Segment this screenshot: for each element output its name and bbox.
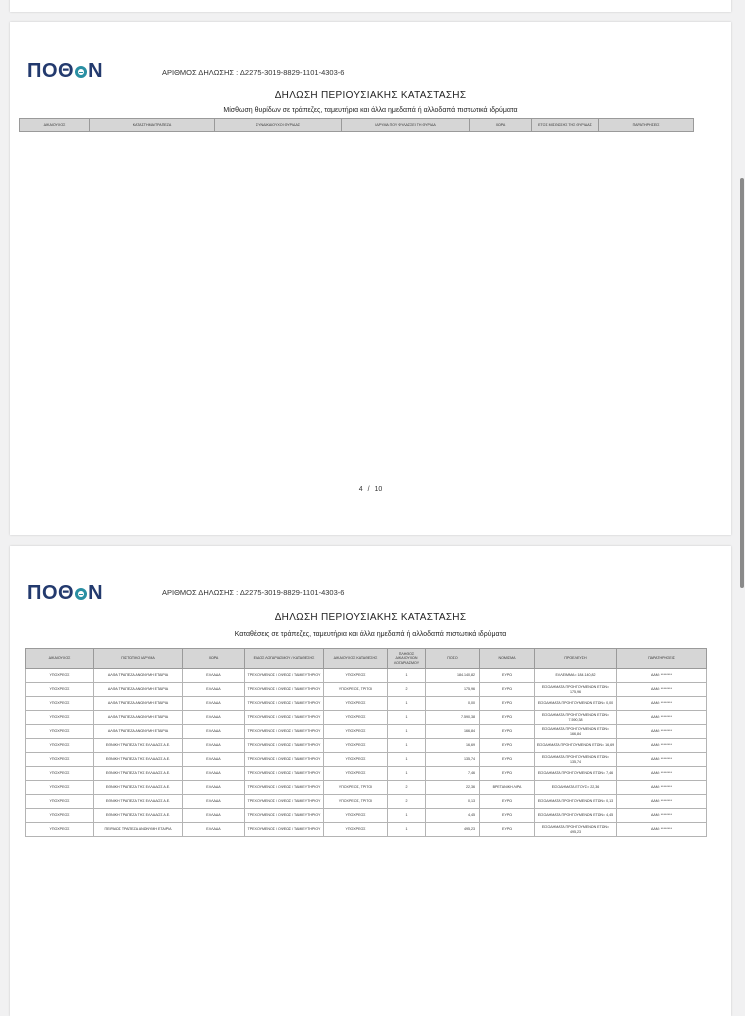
table-cell: ΥΠΟΧΡΕΟΣ [324, 809, 388, 823]
table-cell: ΤΡΕΧΟΥΜΕΝΟΣ / ΟΨΕΩΣ / ΤΑΜΙΕΥΤΗΡΙΟΥ [245, 809, 324, 823]
table-cell: 1 [388, 739, 426, 753]
table-cell: 175,96 [426, 683, 480, 697]
table-cell: ΥΠΟΧΡΕΟΣ [324, 697, 388, 711]
table-cell: ΥΠΟΧΡΕΟΣ [26, 781, 94, 795]
table-row [26, 683, 707, 697]
table-cell: 1 [388, 697, 426, 711]
table-cell: ΑΑΜ: ******** [617, 669, 707, 683]
table-cell: 1 [388, 753, 426, 767]
table-cell: ΤΡΕΧΟΥΜΕΝΟΣ / ΟΨΕΩΣ / ΤΑΜΙΕΥΤΗΡΙΟΥ [245, 725, 324, 739]
table-cell: ΤΡΕΧΟΥΜΕΝΟΣ / ΟΨΕΩΣ / ΤΑΜΙΕΥΤΗΡΙΟΥ [245, 767, 324, 781]
table-cell: ΑΑΜ: ******** [617, 823, 707, 837]
table-cell: ΥΠΟΧΡΕΟΣ, ΤΡΙΤΟΙ [324, 683, 388, 697]
table-cell: 2 [388, 781, 426, 795]
table-row [26, 697, 707, 711]
table-cell: ΕΥΡΩ [480, 683, 535, 697]
column-header: ΠΟΣΟ [426, 649, 480, 669]
table-cell: ΤΡΕΧΟΥΜΕΝΟΣ / ΟΨΕΩΣ / ΤΑΜΙΕΥΤΗΡΙΟΥ [245, 795, 324, 809]
table-cell: ΕΙΣΟΔΗΜΑΤΑ ΠΡΟΗΓΟΥΜΕΝΩΝ ΕΤΩΝ= 16,69 [535, 739, 617, 753]
column-header: ΧΩΡΑ [470, 119, 532, 132]
table-cell: ΥΠΟΧΡΕΟΣ [324, 725, 388, 739]
table-cell: 1 [388, 767, 426, 781]
table-cell: ΕΛΛΑΔΑ [183, 781, 245, 795]
table-cell: ΕΥΡΩ [480, 725, 535, 739]
table-cell: ΕΙΣΟΔΗΜΑΤΑ ΠΡΟΗΓΟΥΜΕΝΩΝ ΕΤΩΝ= 4,45 [535, 809, 617, 823]
table-cell: 1 [388, 809, 426, 823]
table-cell: ΥΠΟΧΡΕΟΣ [324, 739, 388, 753]
table-cell: ΥΠΟΧΡΕΟΣ [26, 823, 94, 837]
table-cell: ΑΑΜ: ******** [617, 753, 707, 767]
table-cell: ΕΙΣΟΔΗΜΑΤΑ ΠΡΟΗΓΟΥΜΕΝΩΝ ΕΤΩΝ= 0,13 [535, 795, 617, 809]
column-header: ΕΤΟΣ ΜΙΣΘΩΣΗΣ ΤΗΣ ΘΥΡΙΔΑΣ [532, 119, 599, 132]
table-cell: ΕΙΣΟΔΗΜΑΤΑ ΠΡΟΗΓΟΥΜΕΝΩΝ ΕΤΩΝ= 7,46 [535, 767, 617, 781]
table-row [26, 823, 707, 837]
table-cell: ΕΘΝΙΚΗ ΤΡΑΠΕΖΑ ΤΗΣ ΕΛΛΑΔΟΣ Α.Ε. [94, 767, 183, 781]
page-title: ΔΗΛΩΣΗ ΠΕΡΙΟΥΣΙΑΚΗΣ ΚΑΤΑΣΤΑΣΗΣ [274, 90, 467, 101]
table-row [26, 795, 707, 809]
table-cell: ΤΡΕΧΟΥΜΕΝΟΣ / ΟΨΕΩΣ / ΤΑΜΙΕΥΤΗΡΙΟΥ [245, 697, 324, 711]
table-cell: ΥΠΟΧΡΕΟΣ [26, 697, 94, 711]
table-cell: 0,13 [426, 795, 480, 809]
table-row [26, 767, 707, 781]
table-cell: ΕΥΡΩ [480, 697, 535, 711]
table-cell: ΕΛΛΑΔΑ [183, 739, 245, 753]
table-cell: ΕΛΛΑΔΑ [183, 683, 245, 697]
column-header: ΕΙΔΟΣ ΛΟΓΑΡΙΑΣΜΟΥ / ΚΑΤΑΘΕΣΗΣ [245, 649, 324, 669]
table-cell: ΕΙΣΟΔΗΜΑΤΑ ΠΡΟΗΓΟΥΜΕΝΩΝ ΕΤΩΝ= 135,74 [535, 753, 617, 767]
table-cell: 2 [388, 683, 426, 697]
table-cell: ΑΑΜ: ******** [617, 683, 707, 697]
table-cell: ΕΛΛΑΔΑ [183, 753, 245, 767]
table-cell: 135,74 [426, 753, 480, 767]
table-cell: ΕΙΣΟΔΗΜΑΤΑ ΠΡΟΗΓΟΥΜΕΝΩΝ ΕΤΩΝ= 175,96 [535, 683, 617, 697]
table-cell: ΥΠΟΧΡΕΟΣ [26, 725, 94, 739]
table-cell: 0,00 [426, 697, 480, 711]
table-cell: ΥΠΟΧΡΕΟΣ [26, 683, 94, 697]
page-title: ΔΗΛΩΣΗ ΠΕΡΙΟΥΣΙΑΚΗΣ ΚΑΤΑΣΤΑΣΗΣ [274, 612, 467, 623]
table-cell: ΕΥΡΩ [480, 739, 535, 753]
table-cell: ΑΑΜ: ******** [617, 809, 707, 823]
table-cell: ΑΛΦΑ ΤΡΑΠΕΖΑ ΑΝΩΝΥΜΗ ΕΤΑΙΡΙΑ [94, 669, 183, 683]
table-cell: ΕΙΣΟΔΗΜΑΤΑ ΕΤΟΥΣ= 22,36 [535, 781, 617, 795]
table-cell: ΥΠΟΧΡΕΟΣ [26, 809, 94, 823]
table-cell: ΤΡΕΧΟΥΜΕΝΟΣ / ΟΨΕΩΣ / ΤΑΜΙΕΥΤΗΡΙΟΥ [245, 739, 324, 753]
declaration-number: ΑΡΙΘΜΟΣ ΔΗΛΩΣΗΣ : Δ2275-3019-8829-1101-4303-6 [162, 588, 345, 597]
table-row [26, 725, 707, 739]
safe-deposit-boxes-table [19, 118, 694, 132]
table-cell: ΕΛΛΑΔΑ [183, 767, 245, 781]
table-cell: ΕΘΝΙΚΗ ΤΡΑΠΕΖΑ ΤΗΣ ΕΛΛΑΔΟΣ Α.Ε. [94, 739, 183, 753]
table-cell: ΑΑΜ: ******** [617, 781, 707, 795]
table-cell: ΕΙΣΟΔΗΜΑΤΑ ΠΡΟΗΓΟΥΜΕΝΩΝ ΕΤΩΝ= 7.590,38 [535, 711, 617, 725]
table-cell: ΤΡΕΧΟΥΜΕΝΟΣ / ΟΨΕΩΣ / ΤΑΜΙΕΥΤΗΡΙΟΥ [245, 669, 324, 683]
table-header-row [26, 649, 707, 669]
table-row [26, 753, 707, 767]
column-header: ΔΙΚΑΙΟΥΧΟΣ [20, 119, 90, 132]
table-cell: ΤΡΕΧΟΥΜΕΝΟΣ / ΟΨΕΩΣ / ΤΑΜΙΕΥΤΗΡΙΟΥ [245, 753, 324, 767]
table-cell: ΥΠΟΧΡΕΟΣ [324, 669, 388, 683]
table-cell: ΑΑΜ: ******** [617, 711, 707, 725]
table-cell: ΕΘΝΙΚΗ ΤΡΑΠΕΖΑ ΤΗΣ ΕΛΛΑΔΟΣ Α.Ε. [94, 795, 183, 809]
table-cell: ΕΛΛΑΔΑ [183, 711, 245, 725]
logo-ring-icon [75, 66, 87, 78]
table-cell: ΕΘΝΙΚΗ ΤΡΑΠΕΖΑ ΤΗΣ ΕΛΛΑΔΟΣ Α.Ε. [94, 809, 183, 823]
table-cell: ΕΥΡΩ [480, 711, 535, 725]
table-cell: ΥΠΟΧΡΕΟΣ [324, 753, 388, 767]
previous-page-bottom [10, 0, 731, 12]
table-cell: 1 [388, 823, 426, 837]
column-header: ΠΙΣΤΩΤΙΚΟ ΙΔΡΥΜΑ [94, 649, 183, 669]
table-row [26, 781, 707, 795]
column-header: ΣΥΝΔΙΚΑΙΟΥΧΟΙ ΘΥΡΙΔΑΣ [215, 119, 342, 132]
column-header: ΔΙΚΑΙΟΥΧΟΣ ΚΑΤΑΘΕΣΗΣ [324, 649, 388, 669]
table-row [26, 809, 707, 823]
column-header: ΠΑΡΑΤΗΡΗΣΕΙΣ [599, 119, 694, 132]
table-cell: 1 [388, 711, 426, 725]
logo-ring-icon [75, 588, 87, 600]
vertical-scrollbar[interactable] [739, 0, 745, 1000]
table-cell: ΑΑΜ: ******** [617, 739, 707, 753]
scrollbar-thumb[interactable] [740, 178, 744, 588]
column-header: ΝΟΜΙΣΜΑ [480, 649, 535, 669]
table-cell: 4,45 [426, 809, 480, 823]
table-cell: ΤΡΕΧΟΥΜΕΝΟΣ / ΟΨΕΩΣ / ΤΑΜΙΕΥΤΗΡΙΟΥ [245, 823, 324, 837]
table-cell: ΑΛΦΑ ΤΡΑΠΕΖΑ ΑΝΩΝΥΜΗ ΕΤΑΙΡΙΑ [94, 711, 183, 725]
table-cell: ΥΠΟΧΡΕΟΣ [26, 739, 94, 753]
table-header-row [20, 119, 694, 132]
deposits-table [25, 648, 707, 837]
declaration-number: ΑΡΙΘΜΟΣ ΔΗΛΩΣΗΣ : Δ2275-3019-8829-1101-4303-6 [162, 68, 345, 77]
table-cell: ΥΠΟΧΡΕΟΣ [324, 823, 388, 837]
table-cell: ΕΘΝΙΚΗ ΤΡΑΠΕΖΑ ΤΗΣ ΕΛΛΑΔΟΣ Α.Ε. [94, 753, 183, 767]
section-subtitle: Μίσθωση θυρίδων σε τράπεζες, ταμευτήρια και άλλα ημεδαπά ή αλλοδαπά πιστωτικά ιδρύματα [223, 107, 518, 114]
document-page-4 [10, 22, 731, 535]
table-cell: ΤΡΕΧΟΥΜΕΝΟΣ / ΟΨΕΩΣ / ΤΑΜΙΕΥΤΗΡΙΟΥ [245, 781, 324, 795]
document-page-5 [10, 546, 731, 1016]
pothen-logo: ΠΟΘ Ν [27, 582, 104, 604]
table-cell: 166,84 [426, 725, 480, 739]
table-cell: ΕΥΡΩ [480, 823, 535, 837]
table-cell: ΕΥΡΩ [480, 669, 535, 683]
table-cell: ΑΑΜ: ******** [617, 795, 707, 809]
table-cell: ΤΡΕΧΟΥΜΕΝΟΣ / ΟΨΕΩΣ / ΤΑΜΙΕΥΤΗΡΙΟΥ [245, 683, 324, 697]
table-cell: 1 [388, 669, 426, 683]
table-cell: 16,69 [426, 739, 480, 753]
column-header: ΠΑΡΑΤΗΡΗΣΕΙΣ [617, 649, 707, 669]
column-header: ΚΑΤΑΣΤΗΜΑ/ΤΡΑΠΕΖΑ [90, 119, 215, 132]
table-cell: ΕΥΡΩ [480, 809, 535, 823]
table-cell: ΕΛΛΑΔΑ [183, 823, 245, 837]
table-cell: ΕΥΡΩ [480, 753, 535, 767]
table-row [26, 669, 707, 683]
table-cell: ΕΛΛΕΙΜΜΑ= 184.140,82 [535, 669, 617, 683]
table-cell: ΥΠΟΧΡΕΟΣ [324, 767, 388, 781]
table-cell: ΑΑΜ: ******** [617, 725, 707, 739]
table-cell: ΥΠΟΧΡΕΟΣ, ΤΡΙΤΟΙ [324, 781, 388, 795]
table-cell: ΑΛΦΑ ΤΡΑΠΕΖΑ ΑΝΩΝΥΜΗ ΕΤΑΙΡΙΑ [94, 697, 183, 711]
table-cell: ΕΙΣΟΔΗΜΑΤΑ ΠΡΟΗΓΟΥΜΕΝΩΝ ΕΤΩΝ= 166,84 [535, 725, 617, 739]
table-cell: ΑΛΦΑ ΤΡΑΠΕΖΑ ΑΝΩΝΥΜΗ ΕΤΑΙΡΙΑ [94, 683, 183, 697]
table-cell: ΕΘΝΙΚΗ ΤΡΑΠΕΖΑ ΤΗΣ ΕΛΛΑΔΟΣ Α.Ε. [94, 781, 183, 795]
section-subtitle: Καταθέσεις σε τράπεζες, ταμευτήρια και άλλα ημεδαπά ή αλλοδαπά πιστωτικά ιδρύματα [234, 631, 507, 638]
table-cell: 7,46 [426, 767, 480, 781]
table-cell: ΑΑΜ: ******** [617, 767, 707, 781]
table-cell: ΕΙΣΟΔΗΜΑΤΑ ΠΡΟΗΓΟΥΜΕΝΩΝ ΕΤΩΝ= 0,00 [535, 697, 617, 711]
table-cell: ΕΙΣΟΔΗΜΑΤΑ ΠΡΟΗΓΟΥΜΕΝΩΝ ΕΤΩΝ= 495,23 [535, 823, 617, 837]
table-cell: ΥΠΟΧΡΕΟΣ [26, 669, 94, 683]
table-cell: ΕΛΛΑΔΑ [183, 725, 245, 739]
table-row [26, 711, 707, 725]
table-cell: ΥΠΟΧΡΕΟΣ [26, 711, 94, 725]
table-cell: 2 [388, 795, 426, 809]
column-header: ΙΔΡΥΜΑ ΠΟΥ ΦΥΛΑΣΣΕΙ ΤΗ ΘΥΡΙΔΑ [342, 119, 470, 132]
table-cell: ΕΛΛΑΔΑ [183, 697, 245, 711]
table-cell: ΥΠΟΧΡΕΟΣ [26, 767, 94, 781]
table-cell: ΕΛΛΑΔΑ [183, 795, 245, 809]
table-cell: ΥΠΟΧΡΕΟΣ [324, 711, 388, 725]
table-cell: ΕΛΛΑΔΑ [183, 809, 245, 823]
table-cell: 1 [388, 725, 426, 739]
table-cell: ΥΠΟΧΡΕΟΣ [26, 753, 94, 767]
table-cell: ΑΛΦΑ ΤΡΑΠΕΖΑ ΑΝΩΝΥΜΗ ΕΤΑΙΡΙΑ [94, 725, 183, 739]
column-header: ΠΡΟΕΛΕΥΣΗ [535, 649, 617, 669]
table-cell: 495,23 [426, 823, 480, 837]
table-row [26, 739, 707, 753]
table-cell: ΕΥΡΩ [480, 795, 535, 809]
pothen-logo: ΠΟΘ Ν [27, 60, 104, 82]
table-cell: ΕΥΡΩ [480, 767, 535, 781]
table-cell: ΒΡΕΤΑΝΙΚΗ ΛΙΡΑ [480, 781, 535, 795]
column-header: ΔΙΚΑΙΟΥΧΟΣ [26, 649, 94, 669]
column-header: ΧΩΡΑ [183, 649, 245, 669]
table-cell: ΥΠΟΧΡΕΟΣ, ΤΡΙΤΟΙ [324, 795, 388, 809]
column-header: ΠΛΗΘΟΣ ΔΙΚΑΙΟΥΧΩΝ ΛΟΓΑΡΙΑΣΜΟΥ [388, 649, 426, 669]
table-cell: ΥΠΟΧΡΕΟΣ [26, 795, 94, 809]
table-cell: ΠΕΙΡΑΙΩΣ ΤΡΑΠΕΖΑ ΑΝΩΝΥΜΗ ΕΤΑΙΡΙΑ [94, 823, 183, 837]
table-cell: ΑΑΜ: ******** [617, 697, 707, 711]
table-cell: 184.140,82 [426, 669, 480, 683]
table-cell: 7.590,38 [426, 711, 480, 725]
table-cell: ΤΡΕΧΟΥΜΕΝΟΣ / ΟΨΕΩΣ / ΤΑΜΙΕΥΤΗΡΙΟΥ [245, 711, 324, 725]
table-cell: ΕΛΛΑΔΑ [183, 669, 245, 683]
table-cell: 22,36 [426, 781, 480, 795]
page-indicator: 4 / 10 [358, 486, 383, 493]
